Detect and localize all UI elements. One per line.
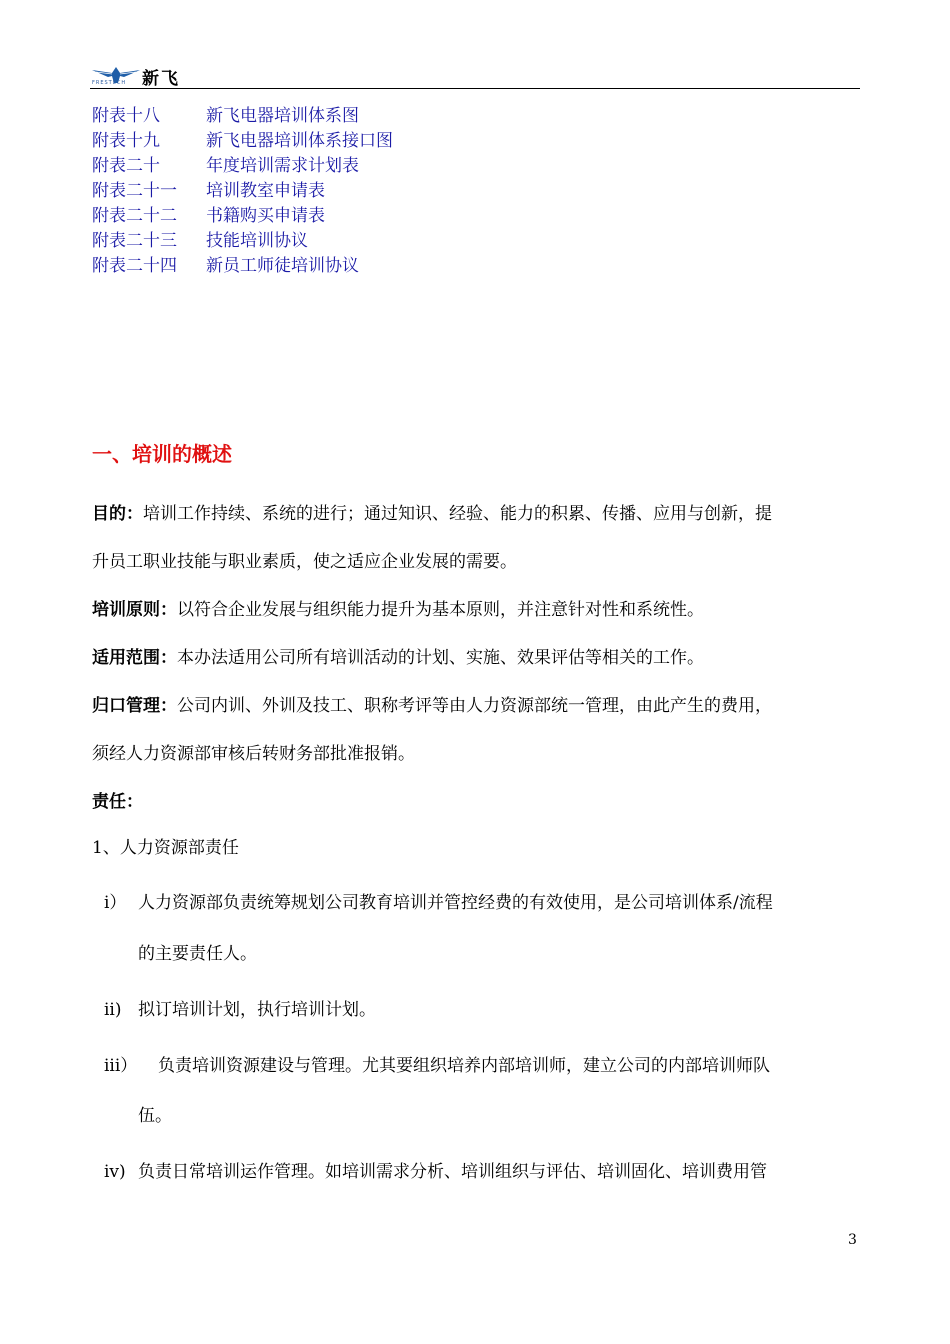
scope-text: 本办法适用公司所有培训活动的计划、实施、效果评估等相关的工作。 (177, 648, 704, 668)
appendix-item[interactable] (92, 204, 393, 229)
item-iv-text: 负责日常培训运作管理。如培训需求分析、培训组织与评估、培训固化、培训费用管 (138, 1162, 767, 1182)
purpose-text-line1: 培训工作持续、系统的进行；通过知识、经验、能力的积累、传播、应用与创新，提 (143, 504, 772, 524)
appendix-number: 附表二十一 (92, 181, 177, 201)
purpose-text-line2: 升员工职业技能与职业素质，使之适应企业发展的需要。 (92, 552, 517, 572)
responsibility-item-1: 1、人力资源部责任 (92, 838, 239, 858)
appendix-title: 新飞电器培训体系图 (206, 106, 359, 126)
logo-subtext: FRESTECH (92, 80, 127, 86)
scope-label: 适用范围： (92, 648, 177, 668)
appendix-list (92, 104, 393, 279)
item-iii-line1: 负责培训资源建设与管理。尤其要组织培养内部培训师，建立公司的内部培训师队 (158, 1056, 770, 1076)
appendix-item[interactable] (92, 229, 393, 254)
item-ii-number: ii) (104, 1000, 122, 1020)
logo-text: 新飞 (142, 69, 180, 89)
appendix-item[interactable] (92, 179, 393, 204)
item-i-line1: 人力资源部负责统筹规划公司教育培训并管控经费的有效使用，是公司培训体系/流程 (138, 893, 773, 913)
appendix-item[interactable] (92, 129, 393, 154)
management-text-line2: 须经人力资源部审核后转财务部批准报销。 (92, 744, 415, 764)
appendix-number: 附表二十四 (92, 256, 177, 276)
appendix-item[interactable] (92, 154, 393, 179)
purpose-paragraph (92, 502, 860, 526)
item-iii-line2: 伍。 (138, 1106, 172, 1126)
page-number: 3 (848, 1232, 857, 1248)
appendix-number: 附表十九 (92, 131, 160, 151)
appendix-title: 培训教室申请表 (206, 181, 325, 201)
appendix-number: 附表二十二 (92, 206, 177, 226)
item-i-line2: 的主要责任人。 (138, 944, 257, 964)
appendix-title: 年度培训需求计划表 (206, 156, 359, 176)
page-header (90, 62, 860, 89)
appendix-title: 技能培训协议 (206, 231, 308, 251)
item-iii-number: iii） (104, 1056, 138, 1076)
responsibility-label: 责任： (92, 792, 143, 812)
appendix-title: 书籍购买申请表 (206, 206, 325, 226)
section-heading: 一、培训的概述 (92, 442, 232, 466)
appendix-number: 附表二十 (92, 156, 160, 176)
item-iv-number: iv) (104, 1162, 126, 1182)
scope-paragraph (92, 646, 860, 670)
appendix-item[interactable] (92, 254, 393, 279)
item-ii-text: 拟订培训计划，执行培训计划。 (138, 1000, 376, 1020)
management-text-line1: 公司内训、外训及技工、职称考评等由人力资源部统一管理，由此产生的费用， (177, 696, 772, 716)
management-paragraph (92, 694, 860, 718)
principle-label: 培训原则： (92, 600, 177, 620)
appendix-number: 附表二十三 (92, 231, 177, 251)
management-label: 归口管理： (92, 696, 177, 716)
company-logo (90, 64, 200, 89)
item-i-number: i） (104, 893, 127, 913)
principle-text: 以符合企业发展与组织能力提升为基本原则，并注意针对性和系统性。 (177, 600, 704, 620)
appendix-item[interactable] (92, 104, 393, 129)
appendix-number: 附表十八 (92, 106, 160, 126)
appendix-title: 新员工师徒培训协议 (206, 256, 359, 276)
purpose-label: 目的： (92, 504, 143, 524)
principle-paragraph (92, 598, 860, 622)
appendix-title: 新飞电器培训体系接口图 (206, 131, 393, 151)
